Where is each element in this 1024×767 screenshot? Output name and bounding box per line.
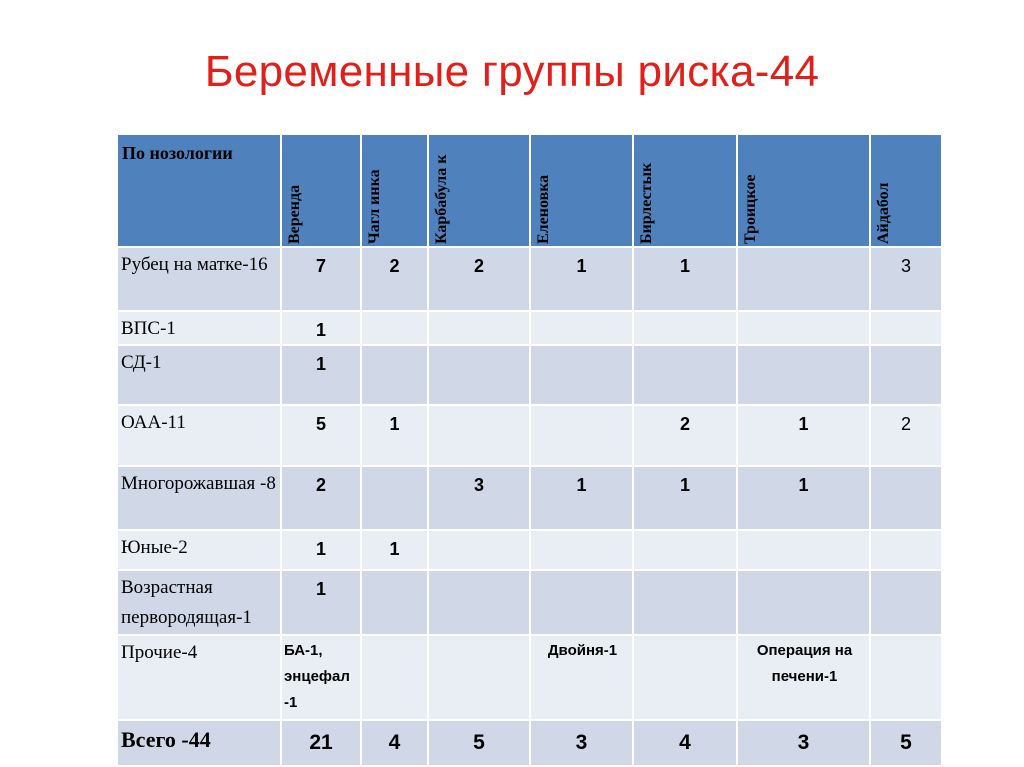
table-cell bbox=[633, 570, 737, 635]
table-cell: 1 bbox=[281, 530, 361, 570]
row-label: Юные-2 bbox=[117, 530, 281, 570]
table-cell bbox=[428, 635, 530, 720]
table-cell: 1 bbox=[737, 466, 870, 530]
total-cell: 5 bbox=[870, 720, 942, 766]
table-cell: 2 bbox=[428, 247, 530, 311]
table-cell: 2 bbox=[633, 405, 737, 466]
table-cell: Операция на печени-1 bbox=[737, 635, 870, 720]
table-cell bbox=[870, 311, 942, 345]
column-header: Карбабула к bbox=[428, 134, 530, 247]
table-cell: 7 bbox=[281, 247, 361, 311]
table-cell: 3 bbox=[870, 247, 942, 311]
table-cell: 2 bbox=[870, 405, 942, 466]
table-cell bbox=[870, 466, 942, 530]
total-cell: 4 bbox=[361, 720, 428, 766]
table-cell bbox=[530, 405, 633, 466]
total-cell: 4 bbox=[633, 720, 737, 766]
total-label: Всего -44 bbox=[117, 720, 281, 766]
table-cell bbox=[737, 345, 870, 405]
table-cell bbox=[870, 635, 942, 720]
table-cell: Двойня-1 bbox=[530, 635, 633, 720]
total-row bbox=[117, 720, 942, 766]
table-cell bbox=[737, 530, 870, 570]
table-cell: 2 bbox=[281, 466, 361, 530]
table-cell: 1 bbox=[281, 311, 361, 345]
table-row bbox=[117, 405, 942, 466]
table-cell: 3 bbox=[428, 466, 530, 530]
table-cell: 1 bbox=[281, 345, 361, 405]
table-cell bbox=[870, 345, 942, 405]
corner-header: По нозологии bbox=[117, 134, 281, 247]
table-cell: 5 bbox=[281, 405, 361, 466]
table-cell: 2 bbox=[361, 247, 428, 311]
table-cell bbox=[737, 570, 870, 635]
row-label: Многорожавшая -8 bbox=[117, 466, 281, 530]
column-header: Чагл инка bbox=[361, 134, 428, 247]
header-row bbox=[117, 134, 942, 247]
total-cell: 5 bbox=[428, 720, 530, 766]
table-cell: 1 bbox=[281, 570, 361, 635]
table-cell bbox=[428, 345, 530, 405]
table-cell: 1 bbox=[633, 466, 737, 530]
table-cell bbox=[633, 345, 737, 405]
table-cell bbox=[361, 466, 428, 530]
table-cell bbox=[737, 311, 870, 345]
row-label: Рубец на матке-16 bbox=[117, 247, 281, 311]
total-cell: 21 bbox=[281, 720, 361, 766]
table-cell bbox=[361, 570, 428, 635]
table-cell bbox=[428, 530, 530, 570]
row-label: Возрастная первородящая-1 bbox=[117, 570, 281, 635]
table-cell bbox=[361, 345, 428, 405]
table-cell: 1 bbox=[633, 247, 737, 311]
slide-title: Беременные группы риска-44 bbox=[204, 47, 820, 96]
table-cell bbox=[428, 405, 530, 466]
table-cell bbox=[361, 311, 428, 345]
table-cell bbox=[633, 635, 737, 720]
table-cell bbox=[428, 311, 530, 345]
table-cell: БА-1, энцефал -1 bbox=[281, 635, 361, 720]
table-cell bbox=[530, 570, 633, 635]
table-cell bbox=[737, 247, 870, 311]
column-header: Бирлестык bbox=[633, 134, 737, 247]
column-header: Айдабол bbox=[870, 134, 942, 247]
row-label: ВПС-1 bbox=[117, 311, 281, 345]
table-cell bbox=[361, 635, 428, 720]
total-cell: 3 bbox=[530, 720, 633, 766]
table-cell bbox=[530, 345, 633, 405]
row-label: СД-1 bbox=[117, 345, 281, 405]
table-cell: 1 bbox=[530, 247, 633, 311]
table-row bbox=[117, 247, 942, 311]
table-row bbox=[117, 345, 942, 405]
table-row bbox=[117, 570, 942, 635]
table-cell bbox=[633, 530, 737, 570]
table-row bbox=[117, 311, 942, 345]
total-cell: 3 bbox=[737, 720, 870, 766]
table-cell: 1 bbox=[361, 530, 428, 570]
row-label: Прочие-4 bbox=[117, 635, 281, 720]
table-row bbox=[117, 466, 942, 530]
nosology-table bbox=[116, 133, 943, 767]
column-header: Веренда bbox=[281, 134, 361, 247]
table-cell: 1 bbox=[530, 466, 633, 530]
column-header: Троицкое bbox=[737, 134, 870, 247]
table-cell bbox=[870, 570, 942, 635]
table-row bbox=[117, 635, 942, 720]
table-cell bbox=[870, 530, 942, 570]
table-cell: 1 bbox=[361, 405, 428, 466]
table-cell: 1 bbox=[737, 405, 870, 466]
table-row bbox=[117, 530, 942, 570]
column-header: Еленовка bbox=[530, 134, 633, 247]
table-cell bbox=[633, 311, 737, 345]
row-label: ОАА-11 bbox=[117, 405, 281, 466]
table-cell bbox=[530, 311, 633, 345]
table-cell bbox=[428, 570, 530, 635]
table-cell bbox=[530, 530, 633, 570]
